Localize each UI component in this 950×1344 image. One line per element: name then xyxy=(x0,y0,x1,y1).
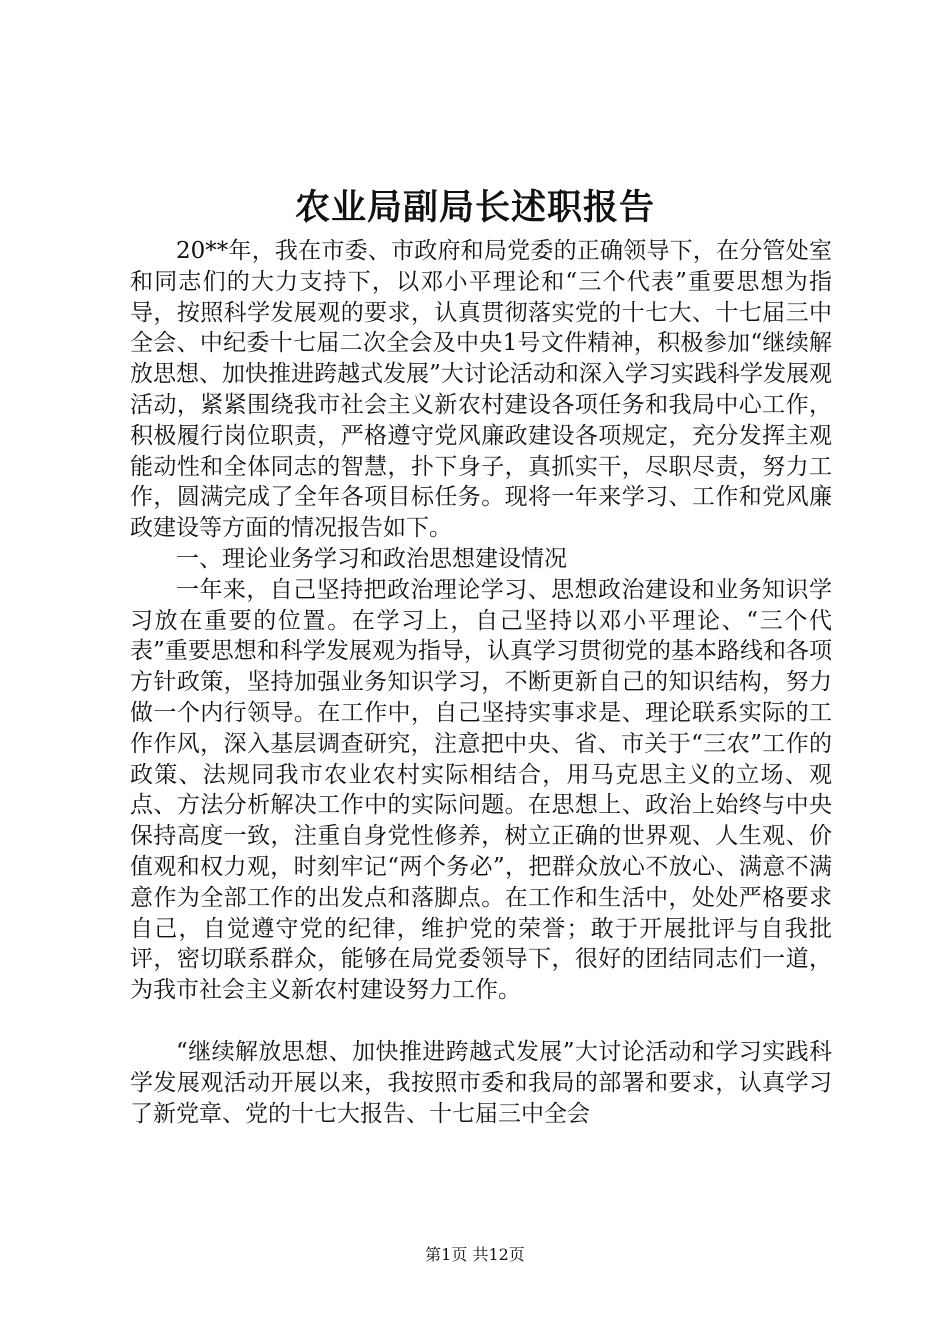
paragraph-intro: 20**年，我在市委、市政府和局党委的正确领导下，在分管处室和同志们的大力支持下，以邓小平理论和“三个代表”重要思想为指导，按照科学发展观的要求，认真贯彻落实党的十七大、十七届三中全会、中纪委十七届二次全会及中央1号文件精神，积极参加“继续解放思想、加快推进跨越式发展”大讨论活动和深入学习实践科学发展观活动，紧紧围绕我市社会主义新农村建设各项任务和我局中心工作，积极履行岗位职责，严格遵守党风廉政建设各项规定，充分发挥主观能动性和全体同志的智慧，扑下身子，真抓实干，尽职尽责，努力工作，圆满完成了全年各项目标任务。现将一年来学习、工作和党风廉政建设等方面的情况报告如下。 xyxy=(130,238,832,542)
section-heading: 一、理论业务学习和政治思想建设情况 xyxy=(176,545,567,572)
paragraph-study: 一年来，自己坚持把政治理论学习、思想政治建设和业务知识学习放在重要的位置。在学习上，自己坚持以邓小平理论、“三个代表”重要思想和科学发展观为指导，认真学习贯彻党的基本路线和各项方针政策，坚持加强业务知识学习，不断更新自己的知识结构，努力做一个内行领导。在工作中，自己坚持实事求是、理论联系实际的工作作风，深入基层调查研究，注意把中央、省、市关于“三农”工作的政策、法规同我市农业农村实际相结合，用马克思主义的立场、观点、方法分析解决工作中的实际问题。在思想上、政治上始终与中央保持高度一致，注重自身党性修养，树立正确的世界观、人生观、价值观和权力观，时刻牢记“两个务必”，把群众放心不放心、满意不满意作为全部工作的出发点和落脚点。在工作和生活中，处处严格要求自己，自觉遵守党的纪律，维护党的荣誉；敢于开展批评与自我批评，密切联系群众，能够在局党委领导下，很好的团结同志们一道，为我市社会主义新农村建设努力工作。 xyxy=(130,576,832,1004)
page-footer: 第1页 共12页 xyxy=(425,1245,525,1264)
document-title: 农业局副局长述职报告 xyxy=(294,187,655,228)
document-body xyxy=(130,236,832,1129)
paragraph-campaign: “继续解放思想、加快推进跨越式发展”大讨论活动和学习实践科学发展观活动开展以来，我按照市委和我局的部署和要求，认真学习了新党章、党的十七大报告、十七届三中全会 xyxy=(130,1038,832,1127)
